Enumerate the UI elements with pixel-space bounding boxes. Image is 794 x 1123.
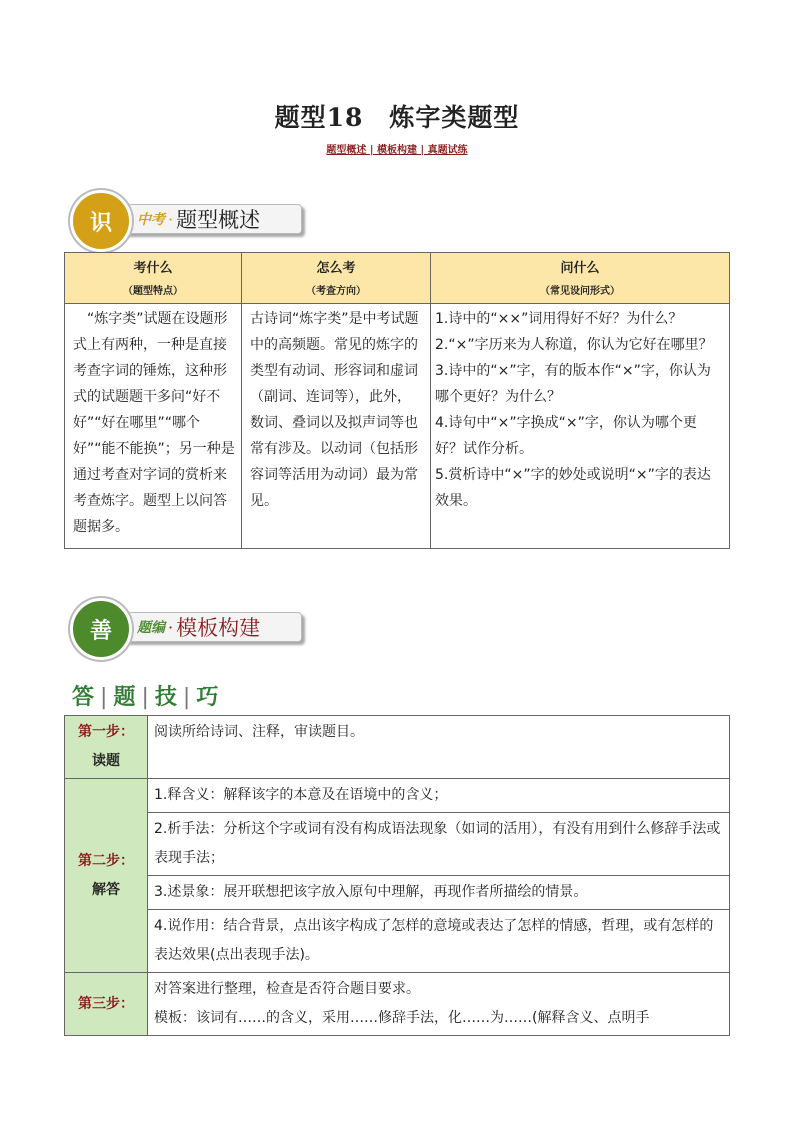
step-label-cell [65, 973, 148, 1036]
section-name: 题型概述 [176, 208, 261, 232]
header-main: 问什么 [560, 261, 600, 276]
skills-char: 题 [113, 685, 136, 710]
question-item: 4.诗句中“×”字换成“×”字，你认为哪个更好？试作分析。 [435, 415, 697, 457]
question-item: 3.诗中的“×”字，有的版本作“×”字，你认为哪个更好？为什么？ [435, 363, 711, 405]
feature-cell: “炼字类”试题在设题形式上有两种，一种是直接考查字词的锤炼，这种形式的试题题干多问“好不好”“好在哪里”“哪个好”“能不能换”；另一种是通过考查对字词的赏析来考查炼字。题型上以问答题据多。 [65, 304, 242, 549]
overview-table [64, 252, 730, 549]
section-tag: 题编 [137, 620, 165, 636]
header-sub: （题型特点） [123, 286, 183, 297]
question-item: 2.“×”字历来为人称道，你认为它好在哪里？ [435, 337, 713, 353]
table-header-row [65, 253, 730, 304]
step-line: 对答案进行整理，检查是否符合题目要求。 [154, 981, 420, 997]
question-item: 5.赏析诗中“×”字的妙处或说明“×”字的表达效果。 [435, 467, 711, 509]
section-circle-badge: 善 [70, 598, 132, 660]
step-label-cell [65, 716, 148, 779]
section-dot: · [168, 617, 174, 637]
section-dot: · [168, 209, 174, 229]
skills-char: 答 [72, 685, 95, 710]
step-content: 4.说作用：结合背景，点出该字构成了怎样的意境或表达了怎样的情感，哲理，或有怎样的表达效果(点出表现手法)。 [148, 910, 730, 973]
table-row [65, 973, 730, 1036]
header-cell [431, 253, 730, 304]
step-label: 第一步： [78, 724, 134, 740]
page-title: 题型18 炼字类题型 [274, 103, 520, 132]
table-row [65, 304, 730, 549]
section-banner [122, 204, 302, 234]
question-item: 1.诗中的“××”词用得好不好？为什么？ [435, 311, 683, 327]
step-content: 3.述景象：展开联想把该字放入原句中理解，再现作者所描绘的情景。 [148, 876, 730, 910]
header-cell [65, 253, 242, 304]
step-name: 解答 [92, 881, 120, 898]
step-name: 读题 [92, 753, 120, 769]
section-header-overview [70, 190, 320, 248]
direction-cell: 古诗词“炼字类”是中考试题中的高频题。常见的炼字的类型有动词、形容词和虚词（副词、连词等），此外，数词、叠词以及拟声词等也常有涉及。以动词（包括形容词等活用为动词）最为常见。 [242, 304, 431, 549]
header-sub: （考查方向） [306, 286, 366, 297]
skills-heading: 答 | 题 | 技 | 巧 [72, 685, 219, 710]
step-label-cell [65, 779, 148, 973]
steps-table [64, 715, 730, 1036]
skills-char: 巧 [196, 685, 219, 710]
step-label: 第二步： [78, 852, 134, 869]
header-cell [242, 253, 431, 304]
table-row [65, 910, 730, 973]
step-content: 2.析手法：分析这个字或词有没有构成语法现象（如词的活用），有没有用到什么修辞手法或表现手法； [148, 813, 730, 876]
step-line: 模板：该词有……的含义，采用……修辞手法，化……为……(解释含义、点明手 [154, 1010, 650, 1026]
skills-char: 技 [154, 685, 177, 710]
header-main: 考什么 [133, 261, 173, 276]
section-header-template [70, 598, 320, 656]
step-content [148, 973, 730, 1036]
page-subtitle: 题型概述 | 模板构建 | 真题试练 [326, 145, 468, 156]
section-circle-badge: 识 [70, 190, 132, 252]
step-content: 1.释含义：解释该字的本意及在语境中的含义； [148, 779, 730, 813]
section-tag: 中考 [137, 212, 165, 228]
table-row [65, 779, 730, 813]
section-name: 模板构建 [176, 616, 261, 640]
step-content: 阅读所给诗词、注释，审读题目。 [148, 716, 730, 779]
table-row [65, 716, 730, 779]
table-row [65, 813, 730, 876]
step-label: 第三步： [78, 995, 134, 1012]
table-row [65, 876, 730, 910]
header-main: 怎么考 [316, 261, 356, 276]
section-banner [122, 612, 302, 642]
header-sub: （常见设问形式） [540, 286, 620, 297]
question-cell [431, 304, 730, 549]
